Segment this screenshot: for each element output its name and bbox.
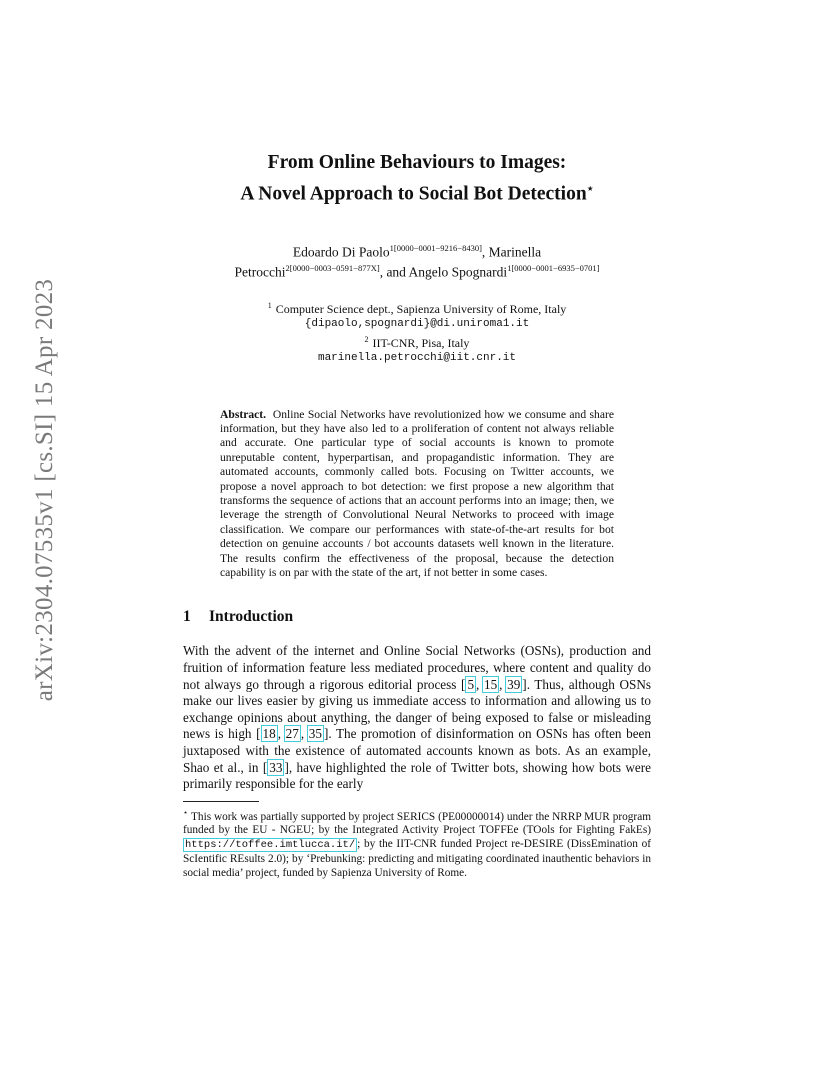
affiliation-2-number: 2	[364, 334, 369, 344]
author-3-name: , and Angelo Spognardi	[379, 264, 508, 280]
footnote-text-1: This work was partially supported by project SERICS (PE00000014) under the NRRP MUR program funded by the EU - NGEU; by the Integrated Activity Project TOFFEe (TOols for Fighting FakEs)	[183, 810, 651, 837]
footnote-text-2: ; by the IIT-CNR funded Project re-DESIRE (DissEmination of ScIentific REsults 2.0); by ‘Prebunking: predicting and mitigating coordinated inauthentic behaviors in social media’ project, funded by Sapienza University of Rome.	[183, 838, 651, 879]
title-line-2-text: A Novel Approach to Social Bot Detection	[240, 183, 587, 205]
citation-link[interactable]: 15	[483, 676, 498, 692]
footnote-rule	[183, 801, 259, 802]
author-line-1	[183, 240, 651, 261]
affiliation-2-institution: IIT-CNR, Pisa, Italy	[372, 335, 470, 350]
citation-link[interactable]: 39	[507, 676, 521, 692]
citation-link[interactable]: 27	[285, 726, 299, 742]
affiliation-1	[183, 298, 651, 317]
citation-link[interactable]: 35	[308, 726, 322, 742]
intro-text-3: ]. The promotion of disinformation on OSNs has often been juxtaposed with the existence of automated accounts known as bots. As an example, Shao et al., in [	[183, 726, 651, 775]
intro-text-1: With the advent of the internet and Online Social Networks (OSNs), production and fruition of information feature less mediated procedures, where content and quality do not always go through a rigorous editorial process [	[183, 643, 651, 692]
author-1-name: Edoardo Di Paolo	[292, 244, 390, 259]
paper-title	[183, 150, 651, 208]
intro-text-4: ], have highlighted the role of Twitter bots, showing how bots were primarily responsible for the early	[183, 759, 652, 792]
affiliation-2-email: marinella.petrocchi@iit.cnr.it	[317, 351, 517, 364]
author-list	[183, 240, 651, 281]
abstract-text: Online Social Networks have revolutionized how we consume and share information, but they have also led to a proliferation of content not always reliable and accurate. One particular type of social accounts is known to promote unreputable content, hyperpartisan, and propagandistic information. They are automated accounts, commonly called bots. Focusing on Twitter accounts, we propose a novel approach to bot detection: we first propose a new algorithm that transforms the sequence of actions that an account performs into an image; then, we leverage the strength of Convolutional Neural Networks to proceed with image classification. We compare our performances with state-of-the-art results for bot detection on genuine accounts / bot accounts datasets well known in the literature. The results confirm the effectiveness of the proposal, because the detection capability is on par with the state of the art, if not better in some cases.	[220, 407, 615, 579]
citation-link[interactable]: 33	[269, 759, 283, 775]
intro-paragraph: With the advent of the internet and Online Social Networks (OSNs), production and fruition of information feature less mediated procedures, where content and quality do not always go through a rigorous editorial process [ 5 , 15 , 39 ]. Thus, although OSNs make our lives easier by giving us immediate access to information and allowing us to exchange opinions about anything, the danger of being exposed to false or misleading news is high [ 18 , 27 , 35 ]. The promotion of disinformation on OSNs has often been juxtaposed with the existence of automated accounts known as bots. As an example, Shao et al., in [ 33 ], have highlighted the role of Twitter bots, showing how bots were primarily responsible for the early	[183, 643, 652, 792]
citation-link[interactable]: 5	[467, 676, 475, 692]
title-line-1: From Online Behaviours to Images:	[267, 152, 567, 173]
abstract	[220, 408, 614, 581]
affiliation-1-number: 1	[267, 300, 272, 310]
author-2-name: Petrocchi	[234, 264, 286, 280]
paper-page	[183, 150, 651, 880]
title-footnote-mark[interactable]: ⋆	[586, 183, 594, 195]
section-title: Introduction	[209, 608, 294, 626]
author-line-2	[183, 260, 651, 281]
intro-text-2: ]. Thus, although OSNs make our lives easier by giving us immediate access to information and allowing us to exchange opinions about anything, the danger of being exposed to false or misleading news is high [	[183, 676, 651, 742]
footnote	[183, 806, 651, 881]
author-2-prefix: , Marinella	[481, 244, 542, 259]
author-3-orcid: 1[0000−0001−6935−0701]	[507, 263, 600, 273]
citation-link[interactable]: 18	[262, 726, 276, 742]
author-2-orcid: 2[0000−0003−0591−877X]	[285, 263, 380, 273]
footnote-url-link[interactable]: https://toffee.imtlucca.it/	[185, 839, 356, 852]
author-1-orcid: 1[0000−0001−9216−8430]	[389, 242, 482, 253]
title-line-2	[183, 176, 651, 208]
affiliation-2	[183, 332, 651, 351]
footnote-mark: ⋆	[183, 807, 189, 817]
abstract-label: Abstract.	[220, 407, 267, 421]
arxiv-identifier	[14, 240, 76, 740]
section-heading	[183, 608, 651, 626]
section-number: 1	[183, 608, 191, 626]
arxiv-identifier-text: arXiv:2304.07535v1 [cs.SI] 15 Apr 2023	[31, 278, 59, 702]
affiliation-1-email: {dipaolo,spognardi}@di.uniroma1.it	[304, 317, 530, 330]
affiliation-1-institution: Computer Science dept., Sapienza University of Rome, Italy	[275, 301, 567, 316]
affiliations	[183, 298, 651, 366]
